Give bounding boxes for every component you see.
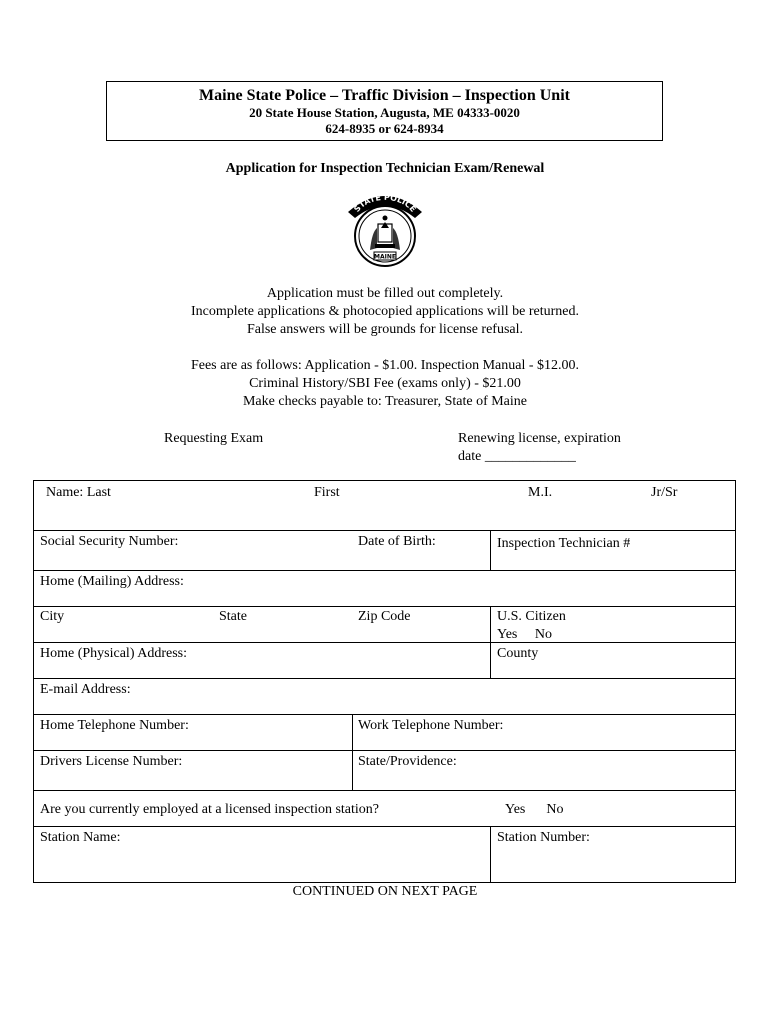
drivers-license-field[interactable]: Drivers License Number:	[40, 754, 183, 769]
seal-top-text: STATE POLICE	[352, 192, 418, 214]
us-citizen-label: U.S. Citizen	[497, 609, 566, 624]
name-mi-field[interactable]: M.I.	[528, 485, 553, 500]
zip-code-field[interactable]: Zip Code	[358, 609, 411, 624]
employed-question: Are you currently employed at a licensed inspection station?	[40, 802, 380, 817]
station-name-field[interactable]: Station Name:	[40, 830, 121, 845]
fees-line-3: Make checks payable to: Treasurer, State of Maine	[242, 394, 528, 409]
name-last-field[interactable]: Name: Last	[46, 485, 111, 500]
employed-options[interactable]: Yes No	[505, 802, 564, 817]
requesting-exam-option[interactable]: Requesting Exam	[164, 431, 264, 446]
email-field[interactable]: E-mail Address:	[40, 682, 131, 697]
renewing-license-option[interactable]: Renewing license, expiration	[458, 431, 621, 446]
work-phone-field[interactable]: Work Telephone Number:	[358, 718, 504, 733]
dob-field[interactable]: Date of Birth:	[358, 534, 436, 549]
instruction-line-1: Application must be filled out completely.	[266, 286, 504, 301]
state-field[interactable]: State	[219, 609, 247, 624]
header-phone: 624-8935 or 624-8934	[325, 121, 444, 136]
fees-line-2: Criminal History/SBI Fee (exams only) - $21.00	[249, 376, 521, 391]
instruction-line-2: Incomplete applications & photocopied applications will be returned.	[190, 304, 579, 319]
fees-line-1: Fees are as follows: Application - $1.00. Inspection Manual - $12.00.	[190, 358, 580, 373]
city-field[interactable]: City	[40, 609, 65, 624]
us-citizen-options[interactable]: Yes No	[497, 627, 552, 642]
state-police-seal-icon	[345, 188, 425, 270]
name-suffix-field[interactable]: Jr/Sr	[651, 485, 678, 500]
header-title: Maine State Police – Traffic Division – Inspection Unit	[199, 87, 570, 104]
mailing-address-field[interactable]: Home (Mailing) Address:	[40, 574, 184, 589]
continued-footer: CONTINUED ON NEXT PAGE	[292, 884, 478, 899]
technician-number-field[interactable]: Inspection Technician #	[497, 536, 631, 551]
name-first-field[interactable]: First	[314, 485, 340, 500]
home-phone-field[interactable]: Home Telephone Number:	[40, 718, 189, 733]
form-subtitle: Application for Inspection Technician Exam/Renewal	[225, 161, 545, 176]
station-number-field[interactable]: Station Number:	[497, 830, 590, 845]
header-address: 20 State House Station, Augusta, ME 04333-0020	[249, 105, 520, 120]
physical-address-field[interactable]: Home (Physical) Address:	[40, 646, 187, 661]
renewing-expiration-date[interactable]: date _____________	[458, 449, 576, 464]
application-form	[33, 480, 736, 883]
dl-state-field[interactable]: State/Providence:	[358, 754, 457, 769]
county-field[interactable]: County	[497, 646, 539, 661]
instruction-line-3: False answers will be grounds for license refusal.	[246, 322, 524, 337]
header-box	[106, 81, 663, 141]
ssn-field[interactable]: Social Security Number:	[40, 534, 179, 549]
seal-bottom-text: MAINE	[374, 253, 396, 261]
